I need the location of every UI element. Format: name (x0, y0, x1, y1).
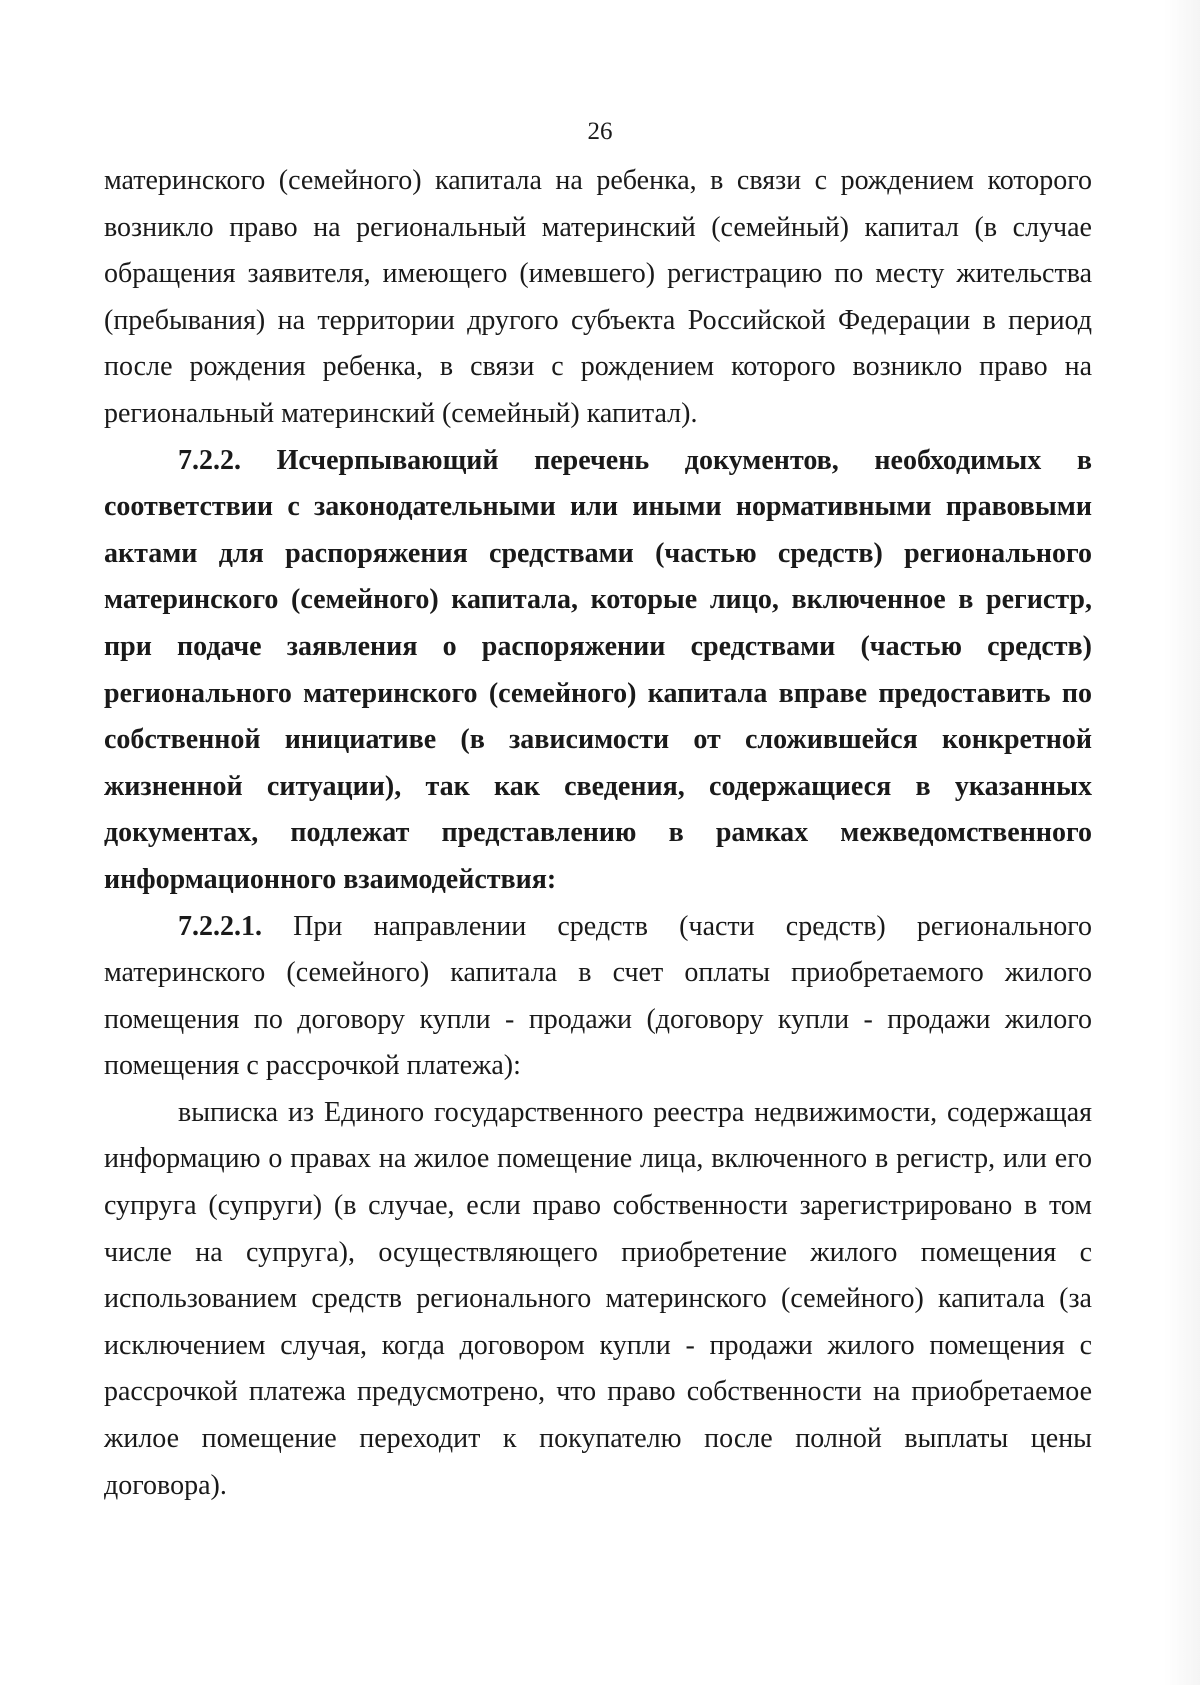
clause-number: 7.2.2.1. (178, 910, 262, 942)
clause-text: При направлении средств (части средств) регионального материнского (семейного) капитала в счет оплаты приобретаемого жилого помещения по договору купли - продажи (договору купли - продажи жилого помещения с рассрочкой платежа): (104, 910, 1092, 1082)
paragraph-continuation: материнского (семейного) капитала на ребенка, в связи с рождением которого возникло право на региональный материнский (семейный) капитал (в случае обращения заявителя, имеющего (имевшего) регистрацию по месту жительства (пребывания) на территории другого субъекта Российской Федерации в период после рождения ребенка, в связи с рождением которого возникло право на региональный материнский (семейный) капитал). (104, 165, 1092, 429)
document-body (104, 158, 1092, 1509)
page-number: 26 (587, 118, 613, 145)
scan-edge-shading (1164, 0, 1200, 1685)
paragraph-7-2-2-1 (104, 904, 1092, 1090)
paragraph-extract-description: выписка из Единого государственного реестра недвижимости, содержащая информацию о правах на жилое помещение лица, включенного в регистр, или его супруга (супруги) (в случае, если право собственности зарегистрировано в том числе на супруга), осуществляющего приобретение жилого помещения с использованием средств регионального материнского (семейного) капитала (за исключением случая, когда договором купли - продажи жилого помещения с рассрочкой платежа предусмотрено, что право собственности на приобретаемое жилое помещение переходит к покупателю после полной выплаты цены договора). (104, 1096, 1092, 1501)
paragraph-section-heading-7-2-2: 7.2.2. Исчерпывающий перечень документов, необходимых в соответствии с законодательными или иными нормативными правовыми актами для распоряжения средствами (частью средств) регионального материнского (семейного) капитала, которые лицо, включенное в регистр, при подаче заявления о распоряжении средствами (частью средств) регионального материнского (семейного) капитала вправе предоставить по собственной инициативе (в зависимости от сложившейся конкретной жизненной ситуации), так как сведения, содержащиеся в указанных документах, подлежат представлению в рамках межведомственного информационного взаимодействия: (104, 444, 1092, 895)
